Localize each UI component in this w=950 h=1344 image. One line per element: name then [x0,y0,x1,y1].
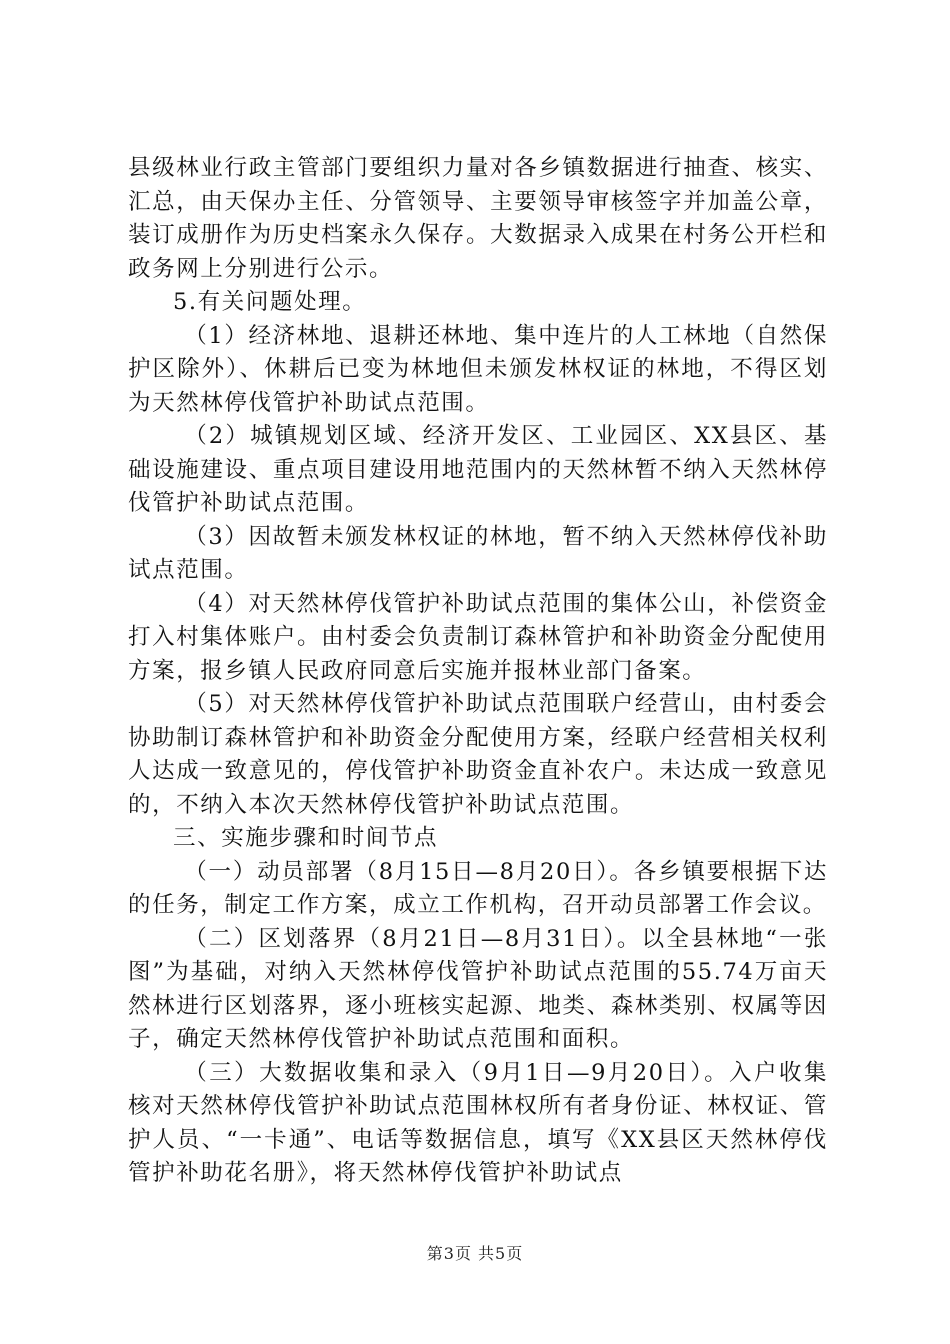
paragraph-item-2: （2）城镇规划区域、经济开发区、工业园区、XX县区、基础设施建设、重点项目建设用地范围内的天然林暂不纳入天然林停伐管护补助试点范围。 [128,423,828,516]
paragraph-item-3: （3）因故暂未颁发林权证的林地，暂不纳入天然林停伐补助试点范围。 [128,523,828,583]
heading-steps-timeline: 三、实施步骤和时间节点 [173,825,439,851]
page-footer [0,1244,950,1264]
document-body [128,152,828,1191]
paragraph-step-mobilization: （一）动员部署（8月15日—8月20日）。各乡镇要根据下达的任务，制定工作方案，成立工作机构，召开动员部署工作会议。 [128,858,828,918]
paragraph-audit-summary: 县级林业行政主管部门要组织力量对各乡镇数据进行抽查、核实、汇总，由天保办主任、分管领导、主要领导审核签字并加盖公章，装订成册作为历史档案永久保存。大数据录入成果在村务公开栏和政务网上分别进行公示。 [128,155,828,282]
paragraph-item-1: （1）经济林地、退耕还林地、集中连片的人工林地（自然保护区除外）、休耕后已变为林地但未颁发林权证的林地，不得区划为天然林停伐管护补助试点范围。 [128,322,828,416]
paragraph-step-data-entry: （三）大数据收集和录入（9月1日—9月20日）。入户收集核对天然林停伐管护补助试点范围林权所有者身份证、林权证、管护人员、“一卡通”、电话等数据信息，填写《XX县区天然林停伐管护补助花名册》，将天然林停伐管护补助试点 [128,1059,828,1186]
paragraph-step-zoning: （二）区划落界（8月21日—8月31日）。以全县林地“一张图”为基础，对纳入天然林停伐管护补助试点范围的55.74万亩天然林进行区划落界，逐小班核实起源、地类、森林类别、权属等因子，确定天然林停伐管护补助试点范围和面积。 [128,925,828,1052]
page-number: 第3页 共5页 [426,1244,524,1263]
heading-issue-handling: 5.有关问题处理。 [173,289,367,315]
paragraph-item-5: （5）对天然林停伐管护补助试点范围联户经营山，由村委会协助制订森林管护和补助资金分配使用方案，经联户经营相关权利人达成一致意见的，停伐管护补助资金直补农户。未达成一致意见的，不纳入本次天然林停伐管护补助试点范围。 [128,691,828,818]
paragraph-item-4: （4）对天然林停伐管护补助试点范围的集体公山，补偿资金打入村集体账户。由村委会负责制订森林管护和补助资金分配使用方案，报乡镇人民政府同意后实施并报林业部门备案。 [128,590,828,684]
